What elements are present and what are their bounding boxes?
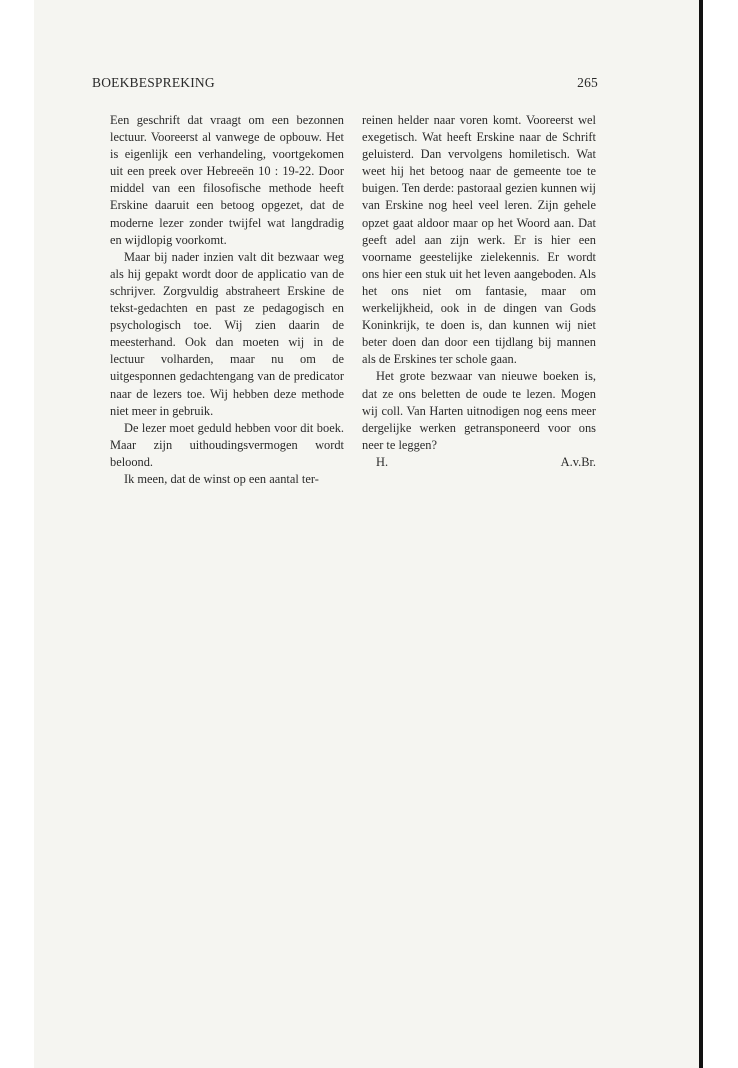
page-edge-shadow — [699, 0, 703, 1068]
left-column — [110, 112, 344, 488]
signature-line — [362, 454, 596, 471]
right-column — [362, 112, 596, 471]
paragraph: De lezer moet geduld hebben voor dit boek. Maar zijn uithoudingsvermogen wordt beloond. — [110, 420, 344, 469]
paragraph: Maar bij nader inzien valt dit bezwaar weg als hij gepakt wordt door de applicatio van de schrijver. Zorgvuldig abstraheert Erskine de tekst-gedachten en past ze pedagogisch en psychologisch toe. Wij zien daarin de meesterhand. Ook dan moeten wij in de lectuur volharden, maar nu om de uitgesponnen gedachtengang van de predicator naar de lezers toe. Wij hebben deze methode niet meer in gebruik. — [110, 249, 344, 418]
reviewer-signature: A.v.Br. — [560, 454, 596, 469]
page-number: 265 — [577, 75, 598, 90]
paragraph: Ik meen, dat de winst op een aantal ter- — [124, 471, 319, 486]
signature-initial: H. — [376, 454, 389, 469]
paragraph: Het grote bezwaar van nieuwe boeken is, dat ze ons beletten de oude te lezen. Mogen wij coll. Van Harten uitnodigen nog eens meer dergelijke werken getransponeerd voor ons neer te leggen? — [362, 369, 596, 452]
paragraph: Een geschrift dat vraagt om een bezonnen lectuur. Vooreerst al vanwege de opbouw. Het is eigenlijk een verhandeling, voortgekomen uit een preek over Hebreeën 10 : 19-22. Door middel van een filosofische methode heeft Erskine daaruit een betoog opgezet, dat de moderne lezer zonder twijfel wat langdradig en wijdlopig voorkomt. — [110, 113, 344, 247]
running-title: BOEKBESPREKING — [92, 75, 215, 90]
paragraph: reinen helder naar voren komt. Vooreerst wel exegetisch. Wat heeft Erskine naar de Schrift geluisterd. Dan vervolgens homiletisch. Wat weet hij het betoog naar de gemeente toe te buigen. Ten derde: pastoraal gezien kunnen wij van Erskine nog heel veel leren. Zijn gehele opzet gaat aldoor maar op het Woord aan. Dat geeft adel aan zijn werk. Er is hier een voorname geestelijke zielekennis. Er wordt ons hier een stuk uit het leven aangeboden. Als het ons niet om fantasie, maar om werkelijkheid, ook in de dingen van Gods Koninkrijk, te doen is, dan kunnen wij niet beter doen dan door een tijdlang bij mannen als de Erskines ter schole gaan. — [362, 113, 596, 367]
